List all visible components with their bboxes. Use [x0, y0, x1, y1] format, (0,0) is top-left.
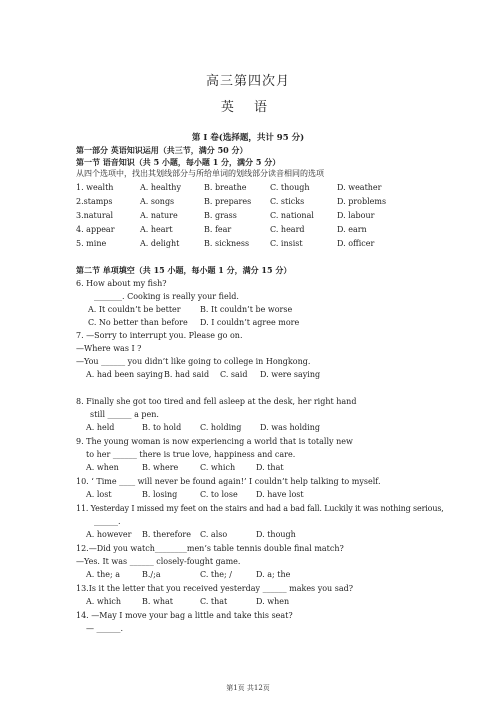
question-6-line2: _______. Cooking is really your field. [94, 292, 239, 301]
question-6-option-c: C. No better than before [88, 318, 188, 327]
option-d: D. have lost [256, 490, 304, 499]
question-6-option-b: B. It couldn’t be worse [200, 305, 293, 314]
option-d: D. problems [337, 197, 387, 206]
phonetics-word: 3.natural [76, 211, 114, 220]
option-a: A. however [86, 530, 132, 539]
question-6-option-a: A. It couldn’t be better [88, 305, 181, 314]
option-a: A. delight [140, 239, 180, 248]
section1-heading: 第一节 语音知识（共 5 小题，每小题 1 分，满分 5 分） [76, 157, 281, 167]
option-d: D. was holding [260, 423, 320, 432]
option-a: A. held [86, 423, 115, 432]
question-12-stem: 12.—Did you watch________men’s table tennis double final match? [76, 544, 344, 553]
phonetics-row [76, 183, 436, 193]
option-c: C. national [270, 211, 314, 220]
phonetics-word: 5. mine [76, 239, 107, 248]
option-b: B. where [142, 463, 179, 472]
option-c: C. also [200, 530, 228, 539]
option-b: B. to hold [142, 423, 182, 432]
option-a: A. lost [86, 490, 112, 499]
option-b: B./;a [142, 570, 161, 579]
question-12-line2: —Yes. It was ______ closely-fought game. [76, 557, 241, 566]
question-11-stem: 11. Yesterday I missed my feet on the stairs and had a bad fall. Luckily it was nothing serious, [76, 504, 444, 513]
option-a: A. heart [140, 225, 173, 234]
option-c: C. the; / [200, 570, 232, 579]
option-c: C. holding [200, 423, 242, 432]
question-8-line2: still ______ a pen. [90, 410, 159, 419]
option-c: C. though [270, 183, 310, 192]
page-footer: 第1页 共12页 [226, 684, 270, 692]
question-13-stem: 13.Is it the letter that you received yesterday ______ makes you sad? [76, 584, 354, 593]
option-a: A. when [86, 463, 119, 472]
option-b: B. prepares [204, 197, 252, 206]
phonetics-row [76, 239, 436, 249]
option-d: D. weather [337, 183, 382, 192]
phonetics-word: 4. appear [76, 225, 115, 234]
section2-heading: 第二节 单项填空（共 15 小题，每小题 1 分，满分 15 分） [76, 265, 292, 275]
option-b: B. what [142, 597, 173, 606]
volume-heading: 第 I 卷(选择题，共计 95 分) [191, 133, 305, 143]
option-b: B. breathe [204, 183, 247, 192]
option-b: B. had said [164, 370, 210, 379]
option-d: D. labour [337, 211, 375, 220]
question-6-option-d: D. I couldn’t agree more [200, 318, 300, 327]
option-c: C. heard [270, 225, 305, 234]
question-9-stem: 9. The young woman is now experiencing a world that is totally new [76, 437, 353, 446]
option-d: D. earn [337, 225, 367, 234]
question-10-stem: 10. ‘ Time ____ will never be found again!’ I couldn’t help talking to myself. [76, 477, 381, 486]
question-14-line2: — ______. [86, 624, 124, 633]
option-d: D. a; the [256, 570, 291, 579]
option-c: C. said [220, 370, 248, 379]
question-11-line2: ______. [94, 517, 121, 526]
option-b: B. fear [204, 225, 232, 234]
option-d: D. though [256, 530, 296, 539]
exam-title: 高三第四次月 [205, 74, 290, 89]
option-a: A. had been saying [86, 370, 163, 379]
option-d: D. were saying [260, 370, 321, 379]
question-7-line2: —Where was I ? [76, 344, 142, 353]
part1-heading: 第一部分 英语知识运用（共三节，满分 50 分） [76, 145, 248, 155]
question-7-stem: 7. —Sorry to interrupt you. Please go on. [76, 331, 243, 340]
option-c: C. sticks [270, 197, 305, 206]
option-c: C. to lose [200, 490, 238, 499]
option-b: B. therefore [142, 530, 191, 539]
section1-instruction: 从四个选项中，找出其划线部分与所给单词的划线部分读音相同的选项 [76, 169, 324, 178]
option-a: A. the; a [86, 570, 120, 579]
option-b: B. sickness [204, 239, 250, 248]
subject-title: 英 语 [220, 100, 276, 115]
option-a: A. healthy [140, 183, 181, 192]
question-6-stem: 6. How about my fish? [76, 279, 167, 288]
question-14-stem: 14. —May I move your bag a little and take this seat? [76, 611, 293, 620]
phonetics-row [76, 225, 436, 235]
phonetics-row [76, 197, 436, 207]
option-b: B. grass [204, 211, 237, 220]
option-a: A. nature [140, 211, 178, 220]
question-9-line2: to her ______ there is true love, happiness and care. [86, 450, 296, 459]
option-d: D. officer [337, 239, 375, 248]
option-b: B. losing [142, 490, 178, 499]
phonetics-row [76, 211, 436, 221]
phonetics-word: 1. wealth [76, 183, 114, 192]
option-a: A. songs [140, 197, 175, 206]
option-c: C. insist [270, 239, 303, 248]
option-a: A. which [86, 597, 122, 606]
option-d: D. that [256, 463, 284, 472]
phonetics-word: 2.stamps [76, 197, 113, 206]
option-d: D. when [256, 597, 290, 606]
option-c: C. which [200, 463, 236, 472]
option-c: C. that [200, 597, 228, 606]
question-7-line3: —You ______ you didn’t like going to college in Hongkong. [76, 357, 311, 366]
question-8-stem: 8. Finally she got too tired and fell asleep at the desk, her right hand [76, 397, 357, 406]
